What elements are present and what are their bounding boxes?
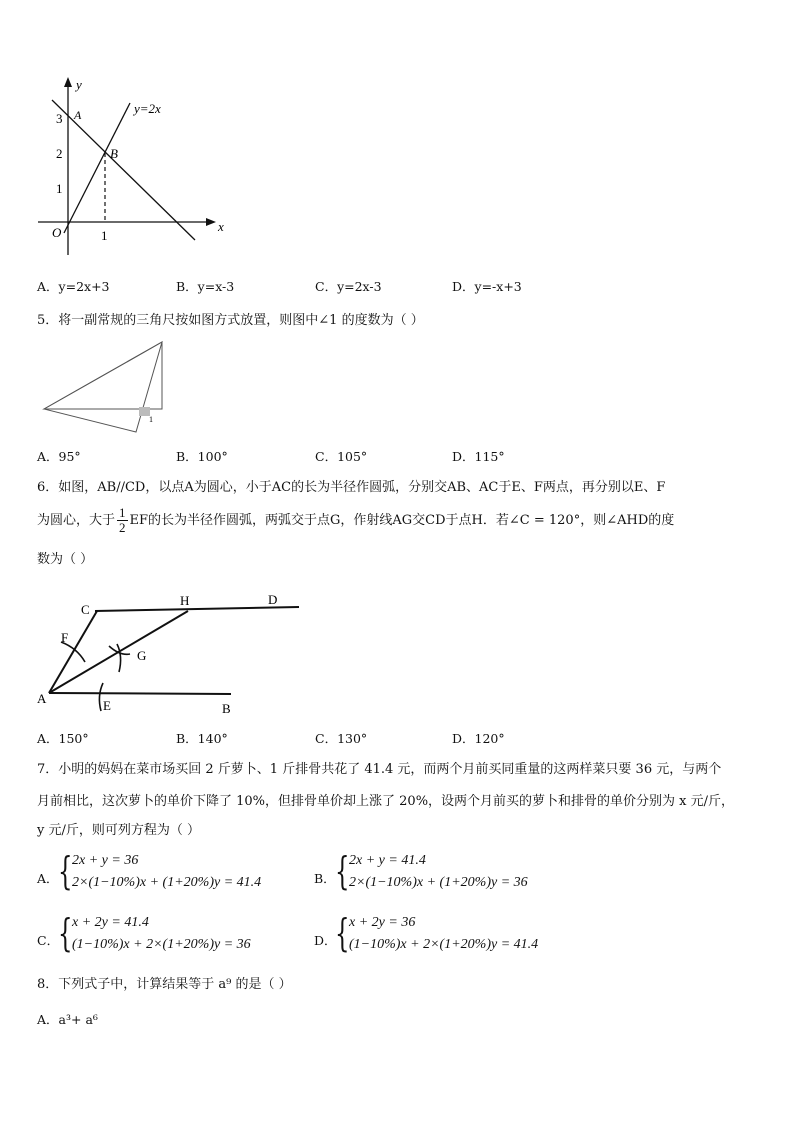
q7-option-c-label[interactable]: C． [37, 933, 60, 948]
x-tick-1: 1 [101, 228, 108, 243]
label-d: D [268, 592, 278, 607]
q5-option-b[interactable]: B．100° [176, 449, 228, 464]
line-y-2x [64, 103, 130, 233]
q6-line2 [37, 506, 674, 535]
angle-1-label: 1 [149, 415, 153, 424]
y-label: y [76, 77, 82, 92]
eq2: (1−10%)x + 2×(1+20%)y = 41.4 [349, 937, 539, 952]
label-b: B [222, 701, 231, 715]
q8-text: 8．下列式子中，计算结果等于 a⁹ 的是（ ） [37, 977, 292, 992]
label-f: F [61, 630, 69, 645]
q4-option-c[interactable]: C．y=2x-3 [315, 279, 382, 294]
q8-option-a[interactable]: A．a³+ a⁶ [37, 1012, 98, 1027]
q4-option-a[interactable]: A．y=2x+3 [37, 279, 110, 294]
label-e: E [103, 698, 111, 713]
point-a-label: A [74, 108, 82, 122]
q7-line1: 7．小明的妈妈在菜市场买回 2 斤萝卜、1 斤排骨共花了 41.4 元，而两个月前买同重量的这两样菜只要 36 元，与两个 [37, 762, 722, 777]
frac-num: 1 [119, 505, 126, 520]
frac-den: 2 [119, 520, 126, 535]
fraction-half [117, 506, 128, 535]
q7-option-b-label[interactable]: B． [314, 871, 336, 886]
q7-line2: 月前相比，这次萝卜的单价下降了 10%，但排骨单价却上涨了 20%，设两个月前买的萝卜和排骨的单价分别为 x 元/斤， [37, 794, 735, 809]
q4-graph [30, 75, 240, 260]
brace: { [335, 911, 350, 955]
q6-figure [35, 590, 310, 715]
q4-option-b[interactable]: B．y=x-3 [176, 279, 235, 294]
q7-option-c-system[interactable] [58, 911, 308, 961]
q6-line3: 数为（ ） [37, 552, 94, 567]
y-axis-arrow [64, 77, 72, 87]
y-tick-2: 2 [56, 146, 63, 161]
origin-label: O [52, 225, 62, 240]
line-label: y=2x [134, 101, 161, 116]
eq2: 2×(1−10%)x + (1+20%)y = 41.4 [72, 875, 262, 890]
point-b-label: B [110, 146, 118, 161]
q6-line2-b: EF的长为半径作圆弧，两弧交于点G，作射线AG交CD于点H．若∠C = 120°，则∠AHD的度 [129, 513, 675, 528]
label-h: H [180, 593, 190, 608]
x-axis-arrow [206, 218, 216, 226]
eq1: x + 2y = 41.4 [72, 915, 149, 930]
q5-figure [40, 336, 170, 436]
q7-option-a-system[interactable] [58, 849, 308, 899]
q5-option-a[interactable]: A．95° [37, 449, 81, 464]
q7-line3: y 元/斤，则可列方程为（ ） [37, 823, 200, 838]
eq1: 2x + y = 41.4 [349, 853, 426, 868]
line-cd [95, 607, 299, 611]
eq2: 2×(1−10%)x + (1+20%)y = 36 [349, 875, 528, 890]
eq2: (1−10%)x + 2×(1+20%)y = 36 [72, 937, 251, 952]
arc-g2 [117, 644, 121, 672]
q7-option-a-label[interactable]: A． [37, 871, 59, 886]
q5-text: 5．将一副常规的三角尺按如图方式放置，则图中∠1 的度数为（ ） [37, 313, 424, 328]
line-ab [49, 693, 231, 694]
label-a: A [37, 691, 47, 706]
q6-option-d[interactable]: D．120° [452, 731, 505, 746]
brace: { [335, 849, 350, 893]
q6-line1: 6．如图，AB//CD，以点A为圆心，小于AC的长为半径作圆弧，分别交AB、AC于E、F两点，再分别以E、F [37, 480, 666, 495]
line-ac [49, 611, 97, 693]
q6-option-b[interactable]: B．140° [176, 731, 228, 746]
q6-option-c[interactable]: C．130° [315, 731, 368, 746]
q7-option-b-system[interactable] [335, 849, 585, 899]
q7-option-d-system[interactable] [335, 911, 585, 961]
brace: { [58, 911, 73, 955]
q6-option-a[interactable]: A．150° [37, 731, 89, 746]
eq1: 2x + y = 36 [72, 853, 139, 868]
label-c: C [81, 602, 90, 617]
y-tick-1: 1 [56, 181, 63, 196]
x-label: x [218, 219, 224, 234]
brace: { [58, 849, 73, 893]
q5-option-c[interactable]: C．105° [315, 449, 368, 464]
triangle-small [44, 342, 162, 432]
q5-option-d[interactable]: D．115° [452, 449, 505, 464]
q6-line2-a: 为圆心，大于 [37, 513, 116, 528]
eq1: x + 2y = 36 [349, 915, 416, 930]
q4-option-d[interactable]: D．y=-x+3 [452, 279, 522, 294]
y-tick-3: 3 [56, 111, 63, 126]
q7-option-d-label[interactable]: D． [314, 933, 337, 948]
label-g: G [137, 648, 147, 663]
